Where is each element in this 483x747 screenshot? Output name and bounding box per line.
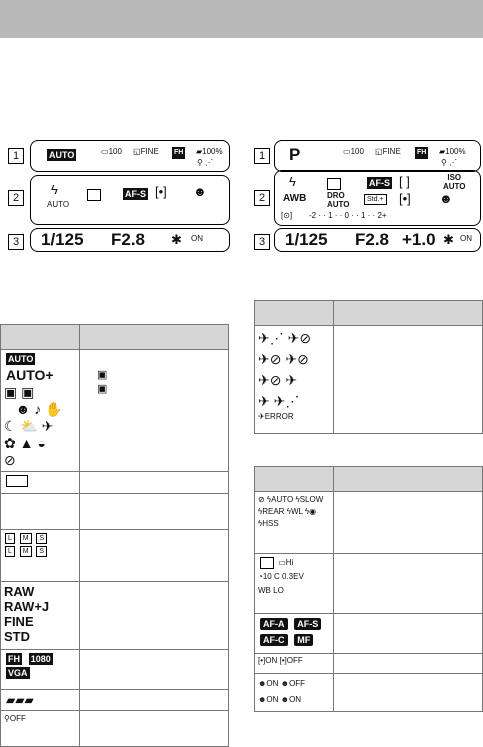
label-2-left: 2 xyxy=(8,190,24,206)
drive-single-icon xyxy=(87,189,101,201)
panorama-medium-icon: M xyxy=(20,546,32,557)
panorama-small-icon: S xyxy=(36,546,47,557)
left-icon-table: AUTO AUTO+ ▣ ▣ ☻ ♪ ✋ ☾ ⛅ ✈ ✿ ▲ ◒ ⊘ ▣ ▣ L M S L M S RAW RAW+J FINE STD FH 1080 VGA ▰▰▰ ⚲OFF xyxy=(0,324,229,747)
quality-label: ◱FINE xyxy=(133,147,159,156)
shutter-speed: 1/125 xyxy=(41,230,84,249)
program-mode-label: P xyxy=(289,145,301,164)
aperture-value: F2.8 xyxy=(111,230,146,249)
right-panel-3 xyxy=(274,228,481,252)
gps-icons: ✈⋰ ✈⊘ ✈⊘ ✈⊘ ✈⊘ ✈ ✈ ✈⋰ xyxy=(258,330,312,409)
af-c-icon: AF-C xyxy=(260,634,288,646)
right-top-icon-table xyxy=(254,300,483,434)
smile-shutter-icon: ☻ xyxy=(193,184,207,199)
right-panel-2 xyxy=(274,170,481,226)
quality-label: ◱FINE xyxy=(375,147,401,156)
intelligent-auto-icon: AUTO xyxy=(8,354,34,364)
awb-label: AWB xyxy=(283,193,307,204)
table-row xyxy=(1,530,80,582)
image-size-large-icon: L xyxy=(5,533,15,544)
table-row xyxy=(1,711,80,747)
flash-auto-label: AUTO xyxy=(47,200,70,209)
label-1-left: 1 xyxy=(8,148,24,164)
microphone-off-icon: ⚲OFF xyxy=(4,714,26,723)
panorama-large-icon: L xyxy=(5,546,15,557)
dro-auto: DRO AUTO xyxy=(327,191,350,209)
movie-size-icon: FH xyxy=(172,147,185,159)
movie-fh-icon: FH xyxy=(8,654,20,664)
signal-icons: ⚲ ⋰ xyxy=(197,158,214,167)
metering-mode-icon: [⊙] xyxy=(281,211,293,220)
movie-size-icon: FH xyxy=(415,147,428,159)
movie-1080-icon: 1080 xyxy=(30,654,51,664)
table-row: ▭Hi ◔10 C 0.3EV WB LO xyxy=(255,554,334,614)
flash-icon: ϟ xyxy=(51,182,58,197)
table-row xyxy=(255,326,334,434)
af-s-icon: AF-S xyxy=(294,618,321,630)
shutter-speed: 1/125 xyxy=(285,230,328,249)
battery-level: ▰100% xyxy=(439,147,466,156)
single-shot-icon xyxy=(260,557,274,569)
auto-mode-icon: AUTO xyxy=(49,150,75,160)
table-row xyxy=(1,582,80,650)
aperture-value: F2.8 xyxy=(355,230,390,249)
focus-area-icon: [ ] xyxy=(399,174,410,189)
dro-on-label: ON xyxy=(191,234,203,243)
dro-on-label: ON xyxy=(460,234,472,243)
af-s-icon: AF-S xyxy=(125,189,146,199)
shots-remaining: ▭100 xyxy=(101,147,122,156)
raw-jpeg-label: RAW+J xyxy=(4,599,50,614)
image-size-medium-icon: M xyxy=(20,533,32,544)
label-3-left: 3 xyxy=(8,234,24,250)
std-label: STD xyxy=(4,629,30,644)
memory-card-icon xyxy=(6,475,28,487)
left-panel-3 xyxy=(30,228,230,252)
drive-single-icon xyxy=(327,178,341,190)
image-size-small-icon: S xyxy=(36,533,47,544)
battery-level: ▰100% xyxy=(196,147,223,156)
shots-remaining: ▭100 xyxy=(343,147,364,156)
gps-error-icon: ✈ERROR xyxy=(258,412,294,421)
iso-auto: ISO AUTO xyxy=(443,173,466,191)
metering-icon: [•] xyxy=(155,184,167,199)
table-row xyxy=(1,650,80,690)
creative-style-icon: Std.+ xyxy=(364,194,387,205)
label-1-right: 1 xyxy=(254,148,270,164)
table-row xyxy=(1,494,80,530)
exposure-scale: -2 · · 1 · · 0 · · 1 · · 2+ xyxy=(309,211,387,220)
ael-icon: ✱ xyxy=(443,232,454,247)
left-panel-2 xyxy=(30,175,230,225)
flash-icon: ϟ xyxy=(289,174,296,189)
raw-label: RAW xyxy=(4,584,35,599)
superior-auto-icon: AUTO+ xyxy=(6,367,54,383)
smile-off-icon: ☻ xyxy=(439,191,453,206)
battery-icon: ▰▰▰ xyxy=(6,693,34,707)
ael-icon: ✱ xyxy=(171,232,182,247)
header-bar xyxy=(0,0,483,38)
label-2-right: 2 xyxy=(254,190,270,206)
movie-vga-icon: VGA xyxy=(8,668,28,678)
table-row xyxy=(1,350,80,472)
table-row xyxy=(1,690,80,711)
table-row xyxy=(255,614,334,654)
scene-icons: ▣ ▣ ☻ ♪ ✋ ☾ ⛅ ✈ ✿ ▲ ◒ ⊘ xyxy=(4,384,63,468)
metering-off-icon: [•] xyxy=(399,191,411,206)
af-a-icon: AF-A xyxy=(260,618,288,630)
right-panel-1 xyxy=(274,140,481,172)
table-row xyxy=(1,472,80,494)
mf-icon: MF xyxy=(294,634,313,646)
table-row: ☻ON ☻OFF ☻ON ☻ON xyxy=(255,674,334,712)
table-row: [•]ON [•]OFF xyxy=(255,654,334,674)
signal-icons: ⚲ ⋰ xyxy=(441,158,458,167)
fine-label: FINE xyxy=(4,614,34,629)
exposure-comp-value: +1.0 xyxy=(402,230,436,249)
label-3-right: 3 xyxy=(254,234,270,250)
table-row: ⊘ ϟAUTO ϟSLOW ϟREAR ϟWL ϟ◉ ϟHSS xyxy=(255,492,334,554)
right-bottom-icon-table xyxy=(254,466,483,712)
af-s-icon: AF-S xyxy=(369,178,390,188)
left-panel-1 xyxy=(30,140,230,172)
